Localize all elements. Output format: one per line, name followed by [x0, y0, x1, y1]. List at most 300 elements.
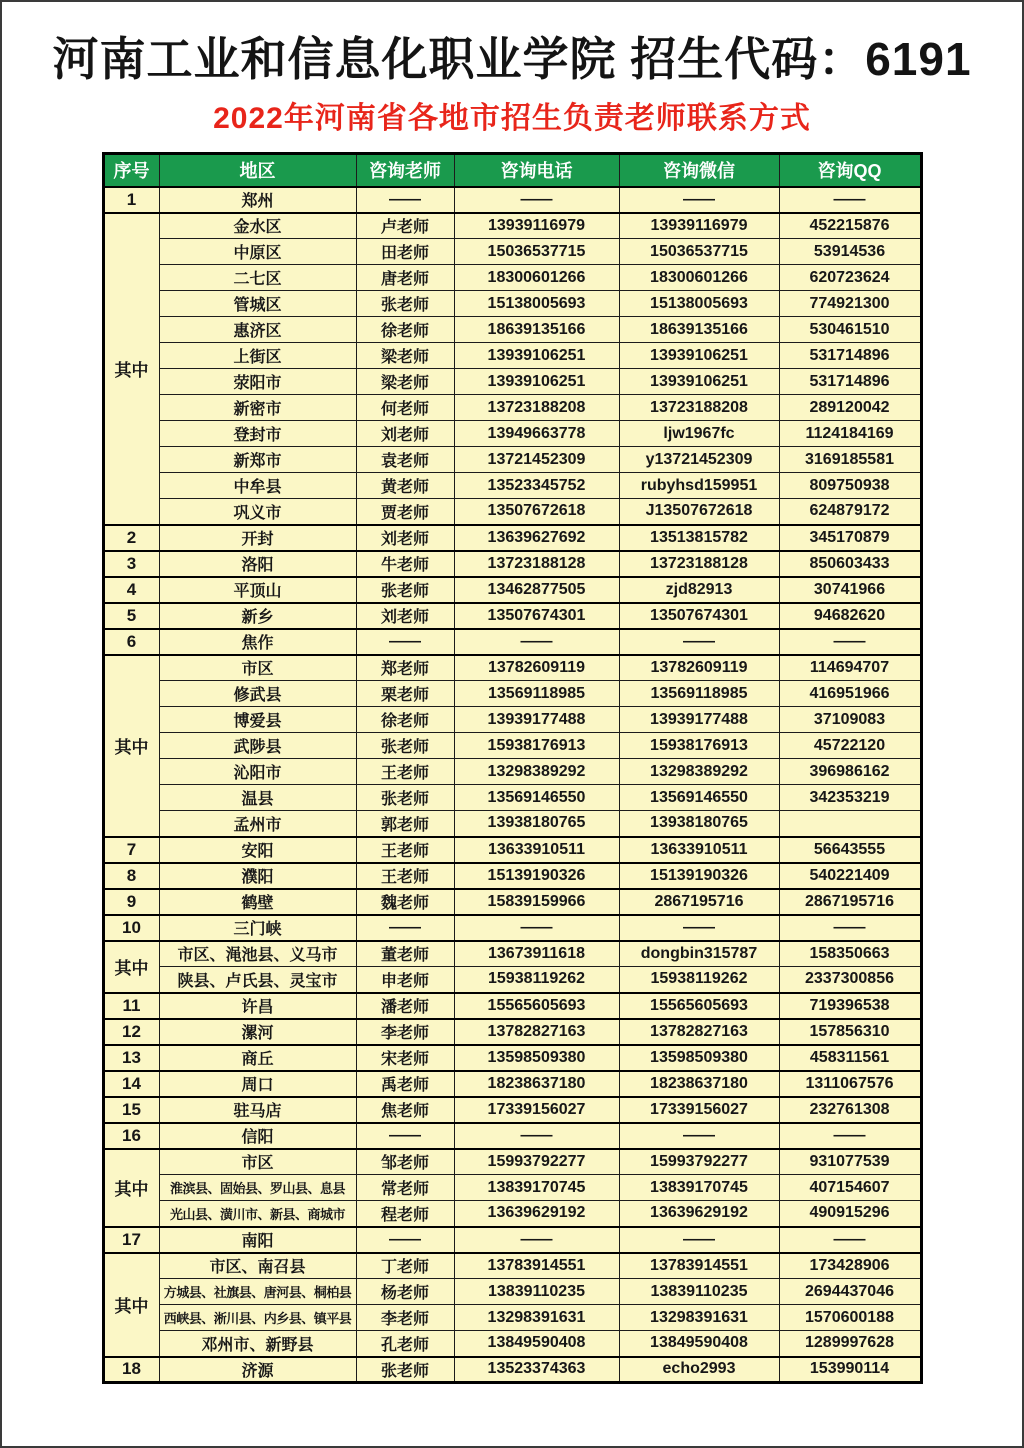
cell-qq: 114694707: [779, 655, 921, 681]
cell-region: 商丘: [159, 1045, 356, 1071]
cell-phone: 13939106251: [454, 343, 619, 369]
cell-phone: 13949663778: [454, 421, 619, 447]
cell-serial: 6: [103, 629, 159, 655]
cell-qq: ——: [779, 1227, 921, 1253]
cell-wechat: 13782609119: [619, 655, 779, 681]
cell-phone: 13782827163: [454, 1019, 619, 1045]
cell-teacher: 卢老师: [356, 213, 454, 239]
table-row: [103, 1201, 921, 1227]
cell-qq: 45722120: [779, 733, 921, 759]
table-row: [103, 499, 921, 525]
cell-qq: 1311067576: [779, 1071, 921, 1097]
cell-phone: 13723188208: [454, 395, 619, 421]
cell-phone: 13721452309: [454, 447, 619, 473]
cell-teacher: 梁老师: [356, 343, 454, 369]
column-header-3: 咨询电话: [454, 154, 619, 187]
table-header-row: [103, 154, 921, 187]
cell-region: 信阳: [159, 1123, 356, 1149]
cell-serial: 15: [103, 1097, 159, 1123]
cell-wechat: 18639135166: [619, 317, 779, 343]
cell-phone: 15139190326: [454, 863, 619, 889]
cell-phone: 15036537715: [454, 239, 619, 265]
table-row: [103, 473, 921, 499]
cell-region: 陕县、卢氏县、灵宝市: [159, 967, 356, 993]
cell-region: 南阳: [159, 1227, 356, 1253]
cell-phone: 13298391631: [454, 1305, 619, 1331]
cell-qq: 30741966: [779, 577, 921, 603]
cell-wechat: 13507674301: [619, 603, 779, 629]
cell-qq: 232761308: [779, 1097, 921, 1123]
cell-teacher: 何老师: [356, 395, 454, 421]
cell-wechat: ——: [619, 1123, 779, 1149]
cell-qq: 719396538: [779, 993, 921, 1019]
cell-wechat: ——: [619, 629, 779, 655]
cell-region: 光山县、潢川市、新县、商城市: [159, 1201, 356, 1227]
cell-region: 安阳: [159, 837, 356, 863]
cell-teacher: 焦老师: [356, 1097, 454, 1123]
cell-serial: 2: [103, 525, 159, 551]
table-row: [103, 395, 921, 421]
cell-teacher: 贾老师: [356, 499, 454, 525]
cell-region: 淮滨县、固始县、罗山县、息县: [159, 1175, 356, 1201]
cell-qq: 158350663: [779, 941, 921, 967]
cell-wechat: 13723188128: [619, 551, 779, 577]
cell-serial: 3: [103, 551, 159, 577]
cell-qq: 94682620: [779, 603, 921, 629]
cell-wechat: 13633910511: [619, 837, 779, 863]
cell-serial: 5: [103, 603, 159, 629]
cell-teacher: 程老师: [356, 1201, 454, 1227]
cell-phone: 13723188128: [454, 551, 619, 577]
cell-teacher: 王老师: [356, 837, 454, 863]
cell-qq: 452215876: [779, 213, 921, 239]
cell-teacher: 张老师: [356, 785, 454, 811]
cell-phone: 15138005693: [454, 291, 619, 317]
cell-region: 平顶山: [159, 577, 356, 603]
cell-wechat: 15993792277: [619, 1149, 779, 1175]
cell-phone: 13639629192: [454, 1201, 619, 1227]
table-row: [103, 291, 921, 317]
cell-qq: 774921300: [779, 291, 921, 317]
cell-wechat: 15036537715: [619, 239, 779, 265]
cell-teacher: 梁老师: [356, 369, 454, 395]
cell-wechat: rubyhsd159951: [619, 473, 779, 499]
cell-region: 中原区: [159, 239, 356, 265]
cell-wechat: 13639629192: [619, 1201, 779, 1227]
cell-region: 温县: [159, 785, 356, 811]
cell-qq: 850603433: [779, 551, 921, 577]
cell-serial: 4: [103, 577, 159, 603]
table-row: [103, 811, 921, 837]
cell-region: 郑州: [159, 187, 356, 213]
cell-wechat: 15138005693: [619, 291, 779, 317]
cell-phone: 13849590408: [454, 1331, 619, 1357]
cell-teacher: 杨老师: [356, 1279, 454, 1305]
cell-phone: 13523345752: [454, 473, 619, 499]
cell-wechat: 15139190326: [619, 863, 779, 889]
table-row: [103, 1357, 921, 1383]
cell-phone: 13298389292: [454, 759, 619, 785]
cell-phone: 13939116979: [454, 213, 619, 239]
cell-region: 登封市: [159, 421, 356, 447]
cell-phone: ——: [454, 1227, 619, 1253]
cell-teacher: 张老师: [356, 577, 454, 603]
cell-phone: 13938180765: [454, 811, 619, 837]
cell-qq: 931077539: [779, 1149, 921, 1175]
cell-teacher: 郭老师: [356, 811, 454, 837]
cell-wechat: 18300601266: [619, 265, 779, 291]
table-row: [103, 1305, 921, 1331]
cell-teacher: 宋老师: [356, 1045, 454, 1071]
cell-qq: 458311561: [779, 1045, 921, 1071]
cell-wechat: dongbin315787: [619, 941, 779, 967]
cell-phone: 13569146550: [454, 785, 619, 811]
cell-wechat: 13939106251: [619, 369, 779, 395]
cell-serial: 9: [103, 889, 159, 915]
column-header-0: 序号: [103, 154, 159, 187]
cell-phone: 13939106251: [454, 369, 619, 395]
cell-serial: 1: [103, 187, 159, 213]
cell-teacher: ——: [356, 1123, 454, 1149]
cell-phone: 13673911618: [454, 941, 619, 967]
table-row: [103, 577, 921, 603]
cell-qq: 1289997628: [779, 1331, 921, 1357]
cell-qq: 37109083: [779, 707, 921, 733]
cell-region: 武陟县: [159, 733, 356, 759]
cell-region: 漯河: [159, 1019, 356, 1045]
cell-serial: 其中: [103, 1149, 159, 1227]
cell-region: 新密市: [159, 395, 356, 421]
column-header-4: 咨询微信: [619, 154, 779, 187]
cell-wechat: y13721452309: [619, 447, 779, 473]
cell-wechat: ——: [619, 187, 779, 213]
cell-phone: 18639135166: [454, 317, 619, 343]
table-row: [103, 1253, 921, 1279]
cell-phone: 13839110235: [454, 1279, 619, 1305]
cell-qq: 416951966: [779, 681, 921, 707]
cell-qq: 157856310: [779, 1019, 921, 1045]
cell-region: 金水区: [159, 213, 356, 239]
table-row: [103, 967, 921, 993]
cell-wechat: 2867195716: [619, 889, 779, 915]
cell-region: 博爱县: [159, 707, 356, 733]
cell-region: 西峡县、淅川县、内乡县、镇平县: [159, 1305, 356, 1331]
column-header-5: 咨询QQ: [779, 154, 921, 187]
cell-region: 济源: [159, 1357, 356, 1383]
cell-phone: 13598509380: [454, 1045, 619, 1071]
cell-wechat: 15938176913: [619, 733, 779, 759]
cell-region: 修武县: [159, 681, 356, 707]
cell-wechat: J13507672618: [619, 499, 779, 525]
cell-qq: [779, 811, 921, 837]
table-row: [103, 239, 921, 265]
cell-teacher: 徐老师: [356, 317, 454, 343]
cell-serial: 14: [103, 1071, 159, 1097]
cell-wechat: 13839170745: [619, 1175, 779, 1201]
cell-serial: 16: [103, 1123, 159, 1149]
cell-region: 二七区: [159, 265, 356, 291]
cell-qq: 53914536: [779, 239, 921, 265]
cell-phone: 13507674301: [454, 603, 619, 629]
cell-wechat: 13298389292: [619, 759, 779, 785]
page-subtitle: 2022年河南省各地市招生负责老师联系方式: [213, 102, 811, 136]
cell-serial: 12: [103, 1019, 159, 1045]
cell-serial: 10: [103, 915, 159, 941]
table-row: [103, 1227, 921, 1253]
cell-phone: 13839170745: [454, 1175, 619, 1201]
table-row: [103, 551, 921, 577]
cell-wechat: ljw1967fc: [619, 421, 779, 447]
table-row: [103, 1071, 921, 1097]
table-row: [103, 343, 921, 369]
cell-region: 市区: [159, 1149, 356, 1175]
cell-serial: 其中: [103, 941, 159, 993]
cell-qq: 490915296: [779, 1201, 921, 1227]
cell-qq: 531714896: [779, 369, 921, 395]
cell-teacher: 黄老师: [356, 473, 454, 499]
table-row: [103, 187, 921, 213]
cell-teacher: 唐老师: [356, 265, 454, 291]
cell-region: 市区: [159, 655, 356, 681]
cell-phone: 18238637180: [454, 1071, 619, 1097]
cell-phone: 13507672618: [454, 499, 619, 525]
table-row: [103, 213, 921, 239]
table-row: [103, 603, 921, 629]
cell-teacher: 袁老师: [356, 447, 454, 473]
cell-region: 邓州市、新野县: [159, 1331, 356, 1357]
table-row: [103, 525, 921, 551]
cell-teacher: 李老师: [356, 1305, 454, 1331]
column-header-2: 咨询老师: [356, 154, 454, 187]
cell-region: 上街区: [159, 343, 356, 369]
table-row: [103, 1019, 921, 1045]
cell-region: 驻马店: [159, 1097, 356, 1123]
cell-qq: ——: [779, 915, 921, 941]
cell-qq: 342353219: [779, 785, 921, 811]
cell-serial: 18: [103, 1357, 159, 1383]
cell-teacher: 王老师: [356, 759, 454, 785]
table-row: [103, 785, 921, 811]
cell-teacher: ——: [356, 629, 454, 655]
cell-wechat: 13598509380: [619, 1045, 779, 1071]
cell-teacher: ——: [356, 187, 454, 213]
table-row: [103, 369, 921, 395]
cell-region: 惠济区: [159, 317, 356, 343]
cell-teacher: 田老师: [356, 239, 454, 265]
cell-serial: 其中: [103, 655, 159, 837]
cell-teacher: 董老师: [356, 941, 454, 967]
table-row: [103, 421, 921, 447]
cell-qq: 345170879: [779, 525, 921, 551]
cell-phone: 17339156027: [454, 1097, 619, 1123]
cell-wechat: 13723188208: [619, 395, 779, 421]
cell-wechat: 13569118985: [619, 681, 779, 707]
cell-qq: 620723624: [779, 265, 921, 291]
contact-table: [102, 152, 923, 1384]
cell-region: 管城区: [159, 291, 356, 317]
table-row: [103, 265, 921, 291]
cell-phone: 15938176913: [454, 733, 619, 759]
cell-region: 开封: [159, 525, 356, 551]
cell-qq: 540221409: [779, 863, 921, 889]
table-row: [103, 1045, 921, 1071]
cell-teacher: 申老师: [356, 967, 454, 993]
cell-region: 焦作: [159, 629, 356, 655]
cell-wechat: 13849590408: [619, 1331, 779, 1357]
cell-region: 新郑市: [159, 447, 356, 473]
cell-teacher: 刘老师: [356, 525, 454, 551]
cell-phone: 15938119262: [454, 967, 619, 993]
cell-teacher: 常老师: [356, 1175, 454, 1201]
cell-teacher: 魏老师: [356, 889, 454, 915]
table-row: [103, 707, 921, 733]
cell-qq: 1570600188: [779, 1305, 921, 1331]
column-header-1: 地区: [159, 154, 356, 187]
table-row: [103, 915, 921, 941]
cell-phone: ——: [454, 629, 619, 655]
cell-region: 许昌: [159, 993, 356, 1019]
cell-wechat: 13782827163: [619, 1019, 779, 1045]
cell-region: 市区、南召县: [159, 1253, 356, 1279]
cell-qq: ——: [779, 187, 921, 213]
cell-qq: 396986162: [779, 759, 921, 785]
table-row: [103, 863, 921, 889]
cell-phone: 15839159966: [454, 889, 619, 915]
cell-qq: 407154607: [779, 1175, 921, 1201]
table-row: [103, 1149, 921, 1175]
cell-wechat: 13298391631: [619, 1305, 779, 1331]
cell-teacher: 刘老师: [356, 603, 454, 629]
table-row: [103, 733, 921, 759]
cell-region: 荥阳市: [159, 369, 356, 395]
cell-phone: 13783914551: [454, 1253, 619, 1279]
cell-serial: 8: [103, 863, 159, 889]
cell-teacher: 徐老师: [356, 707, 454, 733]
cell-wechat: 13783914551: [619, 1253, 779, 1279]
table-row: [103, 1175, 921, 1201]
cell-region: 周口: [159, 1071, 356, 1097]
cell-region: 巩义市: [159, 499, 356, 525]
table-row: [103, 1123, 921, 1149]
cell-qq: ——: [779, 1123, 921, 1149]
cell-wechat: zjd82913: [619, 577, 779, 603]
cell-qq: 2867195716: [779, 889, 921, 915]
cell-wechat: ——: [619, 1227, 779, 1253]
cell-phone: ——: [454, 1123, 619, 1149]
cell-wechat: 15565605693: [619, 993, 779, 1019]
cell-phone: 13633910511: [454, 837, 619, 863]
table-row: [103, 759, 921, 785]
cell-phone: 13782609119: [454, 655, 619, 681]
cell-teacher: ——: [356, 1227, 454, 1253]
cell-serial: 其中: [103, 1253, 159, 1357]
cell-qq: 153990114: [779, 1357, 921, 1383]
cell-teacher: 郑老师: [356, 655, 454, 681]
cell-phone: 13462877505: [454, 577, 619, 603]
cell-teacher: 牛老师: [356, 551, 454, 577]
cell-teacher: 刘老师: [356, 421, 454, 447]
cell-teacher: 栗老师: [356, 681, 454, 707]
table-row: [103, 1097, 921, 1123]
cell-wechat: 13513815782: [619, 525, 779, 551]
cell-qq: 3169185581: [779, 447, 921, 473]
cell-wechat: 17339156027: [619, 1097, 779, 1123]
cell-phone: 13939177488: [454, 707, 619, 733]
cell-phone: ——: [454, 915, 619, 941]
cell-region: 三门峡: [159, 915, 356, 941]
table-row: [103, 1279, 921, 1305]
cell-phone: 13639627692: [454, 525, 619, 551]
cell-qq: 1124184169: [779, 421, 921, 447]
cell-teacher: 张老师: [356, 733, 454, 759]
cell-teacher: 丁老师: [356, 1253, 454, 1279]
cell-phone: 15993792277: [454, 1149, 619, 1175]
cell-wechat: 13939106251: [619, 343, 779, 369]
cell-qq: ——: [779, 629, 921, 655]
table-row: [103, 941, 921, 967]
cell-serial: 13: [103, 1045, 159, 1071]
cell-teacher: 禹老师: [356, 1071, 454, 1097]
cell-qq: 2694437046: [779, 1279, 921, 1305]
cell-teacher: ——: [356, 915, 454, 941]
table-row: [103, 655, 921, 681]
table-row: [103, 837, 921, 863]
table-row: [103, 889, 921, 915]
cell-qq: 624879172: [779, 499, 921, 525]
cell-phone: ——: [454, 187, 619, 213]
cell-qq: 530461510: [779, 317, 921, 343]
cell-phone: 13523374363: [454, 1357, 619, 1383]
cell-teacher: 张老师: [356, 1357, 454, 1383]
cell-wechat: 13939116979: [619, 213, 779, 239]
cell-qq: 173428906: [779, 1253, 921, 1279]
cell-region: 新乡: [159, 603, 356, 629]
cell-teacher: 张老师: [356, 291, 454, 317]
cell-wechat: 13569146550: [619, 785, 779, 811]
cell-wechat: 13938180765: [619, 811, 779, 837]
cell-teacher: 李老师: [356, 1019, 454, 1045]
table-row: [103, 447, 921, 473]
page-title: 河南工业和信息化职业学院 招生代码：6191: [52, 33, 972, 85]
table-row: [103, 317, 921, 343]
table-row: [103, 993, 921, 1019]
cell-serial: 7: [103, 837, 159, 863]
cell-region: 市区、渑池县、义马市: [159, 941, 356, 967]
cell-teacher: 孔老师: [356, 1331, 454, 1357]
cell-region: 中牟县: [159, 473, 356, 499]
cell-region: 洛阳: [159, 551, 356, 577]
cell-qq: 56643555: [779, 837, 921, 863]
cell-region: 鹤壁: [159, 889, 356, 915]
cell-region: 方城县、社旗县、唐河县、桐柏县: [159, 1279, 356, 1305]
cell-qq: 531714896: [779, 343, 921, 369]
cell-serial: 17: [103, 1227, 159, 1253]
cell-wechat: 13839110235: [619, 1279, 779, 1305]
cell-teacher: 邹老师: [356, 1149, 454, 1175]
cell-phone: 13569118985: [454, 681, 619, 707]
cell-wechat: echo2993: [619, 1357, 779, 1383]
cell-wechat: ——: [619, 915, 779, 941]
table-row: [103, 629, 921, 655]
cell-wechat: 15938119262: [619, 967, 779, 993]
cell-region: 濮阳: [159, 863, 356, 889]
cell-serial: 其中: [103, 213, 159, 525]
contact-table-body: [103, 187, 921, 1383]
table-row: [103, 1331, 921, 1357]
cell-teacher: 王老师: [356, 863, 454, 889]
cell-wechat: 13939177488: [619, 707, 779, 733]
cell-qq: 2337300856: [779, 967, 921, 993]
